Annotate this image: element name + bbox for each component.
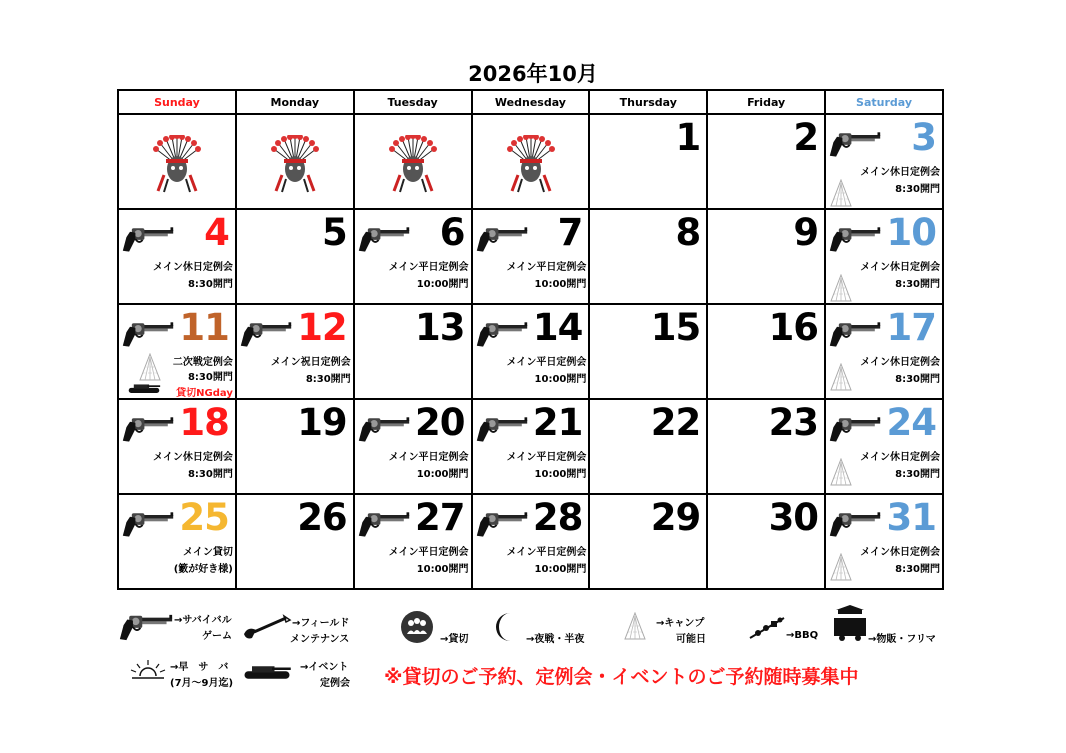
day-cell[interactable] — [707, 399, 825, 494]
charter-customer-note: (籔が好き様) — [173, 564, 233, 575]
event-label: メイン平日定例会 — [388, 452, 469, 463]
day-number: 1 — [675, 116, 701, 159]
revolver-icon — [357, 224, 411, 254]
weekday-monday: Monday — [236, 90, 354, 114]
day-number: 11 — [179, 306, 229, 349]
day-cell[interactable] — [589, 304, 707, 399]
legend-event-label-2: 定例会 — [320, 678, 350, 689]
legend-field-label: →フィールド — [292, 618, 350, 629]
event-time: 8:30開門 — [305, 374, 351, 385]
event-label: メイン貸切 — [183, 547, 233, 558]
day-number: 9 — [793, 211, 819, 254]
empty-cell — [118, 114, 236, 209]
tank-icon — [238, 660, 296, 680]
tent-icon — [830, 458, 852, 486]
day-number: 21 — [532, 401, 583, 444]
day-cell[interactable] — [707, 304, 825, 399]
chief-logo-icon — [388, 135, 438, 193]
event-label: メイン休日定例会 — [153, 262, 233, 273]
day-number: 7 — [557, 211, 583, 254]
calendar-grid — [117, 89, 944, 590]
event-label: メイン休日定例会 — [860, 452, 940, 463]
calendar-title: 2026年10月 — [468, 62, 598, 86]
week-row — [118, 209, 943, 304]
day-cell[interactable] — [236, 399, 354, 494]
event-label: メイン平日定例会 — [506, 452, 587, 463]
event-time: 8:30開門 — [895, 184, 940, 195]
revolver-icon — [357, 414, 411, 444]
day-cell[interactable] — [589, 399, 707, 494]
day-cell[interactable] — [825, 304, 943, 399]
day-number: 17 — [886, 306, 936, 349]
day-number: 15 — [650, 306, 701, 349]
tent-icon — [830, 363, 852, 391]
chief-logo-icon — [152, 135, 202, 193]
event-time: 8:30開門 — [895, 469, 940, 480]
day-number: 30 — [768, 496, 819, 539]
week-row — [118, 399, 943, 494]
day-number: 28 — [532, 496, 583, 539]
week-row — [118, 494, 943, 589]
event-label: メイン平日定例会 — [506, 357, 587, 368]
day-number: 20 — [415, 401, 465, 444]
charter-ng-label: 貸切NGday — [176, 388, 233, 399]
day-cell[interactable] — [589, 114, 707, 209]
event-time: 8:30開門 — [187, 469, 233, 480]
event-time: 10:00開門 — [416, 279, 469, 290]
legend-sales-label: →物販・フリマ — [868, 634, 936, 645]
legend-night-label: →夜戦・半夜 — [526, 634, 585, 645]
legend-bbq-label: →BBQ — [786, 630, 819, 641]
event-time: 8:30開門 — [187, 279, 233, 290]
event-label: メイン休日定例会 — [153, 452, 233, 463]
day-cell[interactable] — [236, 304, 354, 399]
day-number: 27 — [415, 496, 465, 539]
event-time: 8:30開門 — [895, 564, 940, 575]
weekday-sunday: Sunday — [118, 90, 236, 114]
weekday-tuesday: Tuesday — [354, 90, 472, 114]
day-number: 2 — [793, 116, 819, 159]
day-number: 19 — [297, 401, 347, 444]
day-cell[interactable] — [354, 304, 472, 399]
revolver-icon — [475, 319, 529, 349]
day-number: 5 — [321, 211, 347, 254]
revolver-icon — [121, 509, 175, 539]
event-label: メイン平日定例会 — [388, 547, 469, 558]
moon-icon — [490, 610, 524, 644]
weekday-wednesday: Wednesday — [472, 90, 590, 114]
weekday-header-row — [118, 90, 943, 114]
week-row — [118, 114, 943, 209]
revolver-icon — [118, 612, 174, 642]
legend-camp-label: →キャンプ — [656, 618, 705, 629]
day-cell[interactable] — [707, 114, 825, 209]
revolver-icon — [121, 414, 175, 444]
tent-icon — [139, 353, 161, 381]
revolver-icon — [828, 414, 882, 444]
day-cell[interactable] — [236, 494, 354, 589]
legend-survival-label-2: ゲーム — [202, 631, 232, 642]
day-cell[interactable] — [118, 209, 236, 304]
day-number: 14 — [532, 306, 583, 349]
legend-early-label-2: (7月〜9月迄) — [170, 678, 234, 689]
revolver-icon — [828, 509, 882, 539]
day-cell[interactable] — [354, 209, 472, 304]
day-number: 3 — [911, 116, 936, 159]
day-number: 8 — [675, 211, 701, 254]
day-cell[interactable] — [707, 209, 825, 304]
day-number: 23 — [768, 401, 819, 444]
weekday-friday: Friday — [707, 90, 825, 114]
revolver-icon — [121, 224, 175, 254]
sunrise-icon — [128, 658, 168, 682]
chief-logo-icon — [270, 135, 320, 193]
day-cell[interactable] — [589, 209, 707, 304]
revolver-icon — [828, 319, 882, 349]
event-label: メイン休日定例会 — [860, 357, 940, 368]
day-cell[interactable] — [236, 209, 354, 304]
legend-survival-label: →サバイバル — [174, 615, 232, 626]
day-cell[interactable] — [118, 399, 236, 494]
legend-early-label: →早 サ バ — [170, 662, 229, 673]
event-label: メイン休日定例会 — [860, 167, 940, 178]
weekday-thursday: Thursday — [589, 90, 707, 114]
day-number: 10 — [886, 211, 936, 254]
event-time: 8:30開門 — [895, 374, 940, 385]
event-label: メイン平日定例会 — [506, 262, 587, 273]
day-cell[interactable] — [825, 399, 943, 494]
tent-icon — [624, 612, 646, 640]
event-time: 10:00開門 — [416, 469, 469, 480]
day-number: 31 — [886, 496, 936, 539]
day-cell[interactable] — [354, 494, 472, 589]
tent-icon — [830, 179, 852, 207]
day-cell[interactable] — [472, 304, 590, 399]
day-number: 24 — [886, 401, 936, 444]
event-time: 10:00開門 — [534, 469, 587, 480]
day-number: 13 — [415, 306, 465, 349]
revolver-icon — [828, 224, 882, 254]
revolver-icon — [121, 319, 175, 349]
legend-event-label: →イベント — [300, 662, 349, 673]
event-label: メイン平日定例会 — [506, 547, 587, 558]
chief-logo-icon — [506, 135, 556, 193]
day-number: 12 — [297, 306, 347, 349]
legend-field-label-2: メンテナンス — [290, 634, 350, 645]
event-time: 10:00開門 — [534, 564, 587, 575]
day-number: 29 — [650, 496, 701, 539]
day-cell[interactable] — [825, 114, 943, 209]
weekday-saturday: Saturday — [825, 90, 943, 114]
day-number: 6 — [439, 211, 465, 254]
revolver-icon — [239, 319, 293, 349]
event-time: 8:30開門 — [895, 279, 940, 290]
event-label: メイン休日定例会 — [860, 547, 940, 558]
revolver-icon — [357, 509, 411, 539]
week-row — [118, 304, 943, 399]
event-label: メイン平日定例会 — [388, 262, 469, 273]
day-cell[interactable] — [118, 494, 236, 589]
day-number: 18 — [179, 401, 229, 444]
event-time: 8:30開門 — [187, 372, 233, 383]
day-number: 16 — [768, 306, 819, 349]
day-number: 25 — [179, 496, 229, 539]
bbq-skewer-icon — [748, 614, 786, 640]
day-cell[interactable] — [472, 209, 590, 304]
tank-icon — [127, 380, 161, 394]
tent-icon — [830, 553, 852, 581]
day-cell[interactable] — [118, 304, 236, 399]
event-time: 10:00開門 — [416, 564, 469, 575]
day-cell[interactable] — [472, 399, 590, 494]
legend-camp-label-2: 可能日 — [676, 634, 706, 645]
legend-charter-label: →貸切 — [440, 634, 469, 645]
day-number: 4 — [204, 211, 229, 254]
revolver-icon — [475, 509, 529, 539]
tent-icon — [830, 274, 852, 302]
event-time: 10:00開門 — [534, 279, 587, 290]
day-number: 26 — [297, 496, 347, 539]
market-stall-icon — [830, 604, 870, 642]
day-cell[interactable] — [707, 494, 825, 589]
empty-cell — [472, 114, 590, 209]
shovel-icon — [240, 612, 292, 640]
empty-cell — [236, 114, 354, 209]
day-number: 22 — [650, 401, 701, 444]
day-cell[interactable] — [589, 494, 707, 589]
event-label: メイン休日定例会 — [860, 262, 940, 273]
day-cell[interactable] — [472, 494, 590, 589]
charter-group-icon — [400, 610, 434, 644]
event-label: 二次戦定例会 — [172, 357, 233, 368]
revolver-icon — [475, 224, 529, 254]
day-cell[interactable] — [825, 494, 943, 589]
empty-cell — [354, 114, 472, 209]
event-label: メイン祝日定例会 — [270, 357, 351, 368]
day-cell[interactable] — [825, 209, 943, 304]
day-cell[interactable] — [354, 399, 472, 494]
event-time: 10:00開門 — [534, 374, 587, 385]
revolver-icon — [475, 414, 529, 444]
revolver-icon — [828, 129, 882, 159]
reservation-notice: ※貸切のご予約、定例会・イベントのご予約随時募集中 — [384, 666, 859, 688]
